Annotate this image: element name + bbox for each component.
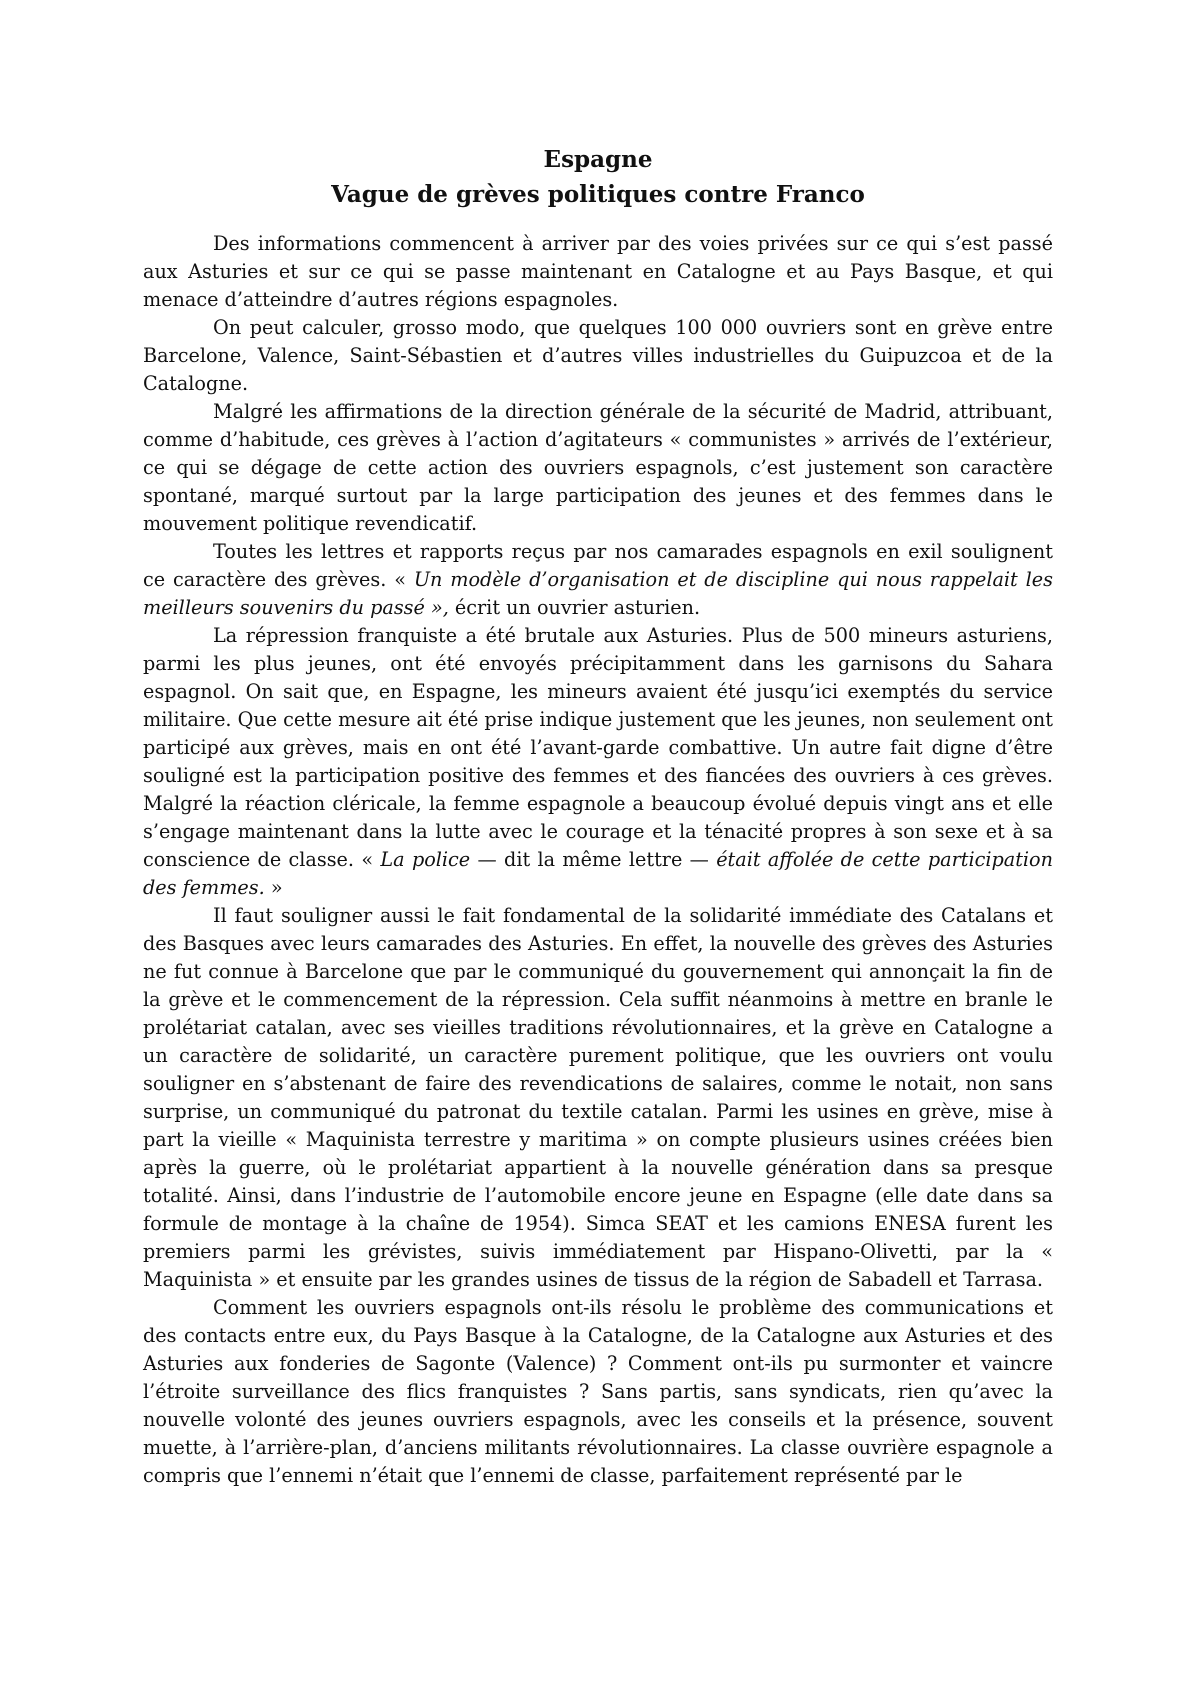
paragraph-4-text: Toutes les lettres et rapports reçus par nos camarades espagnols en exil soulignent ce caractère des grèves. « [143,540,1053,591]
paragraph-6: Il faut souligner aussi le fait fondamental de la solidarité immédiate des Catalans et des Basques avec leurs camarades des Asturies. En effet, la nouvelle des grèves des Asturies ne fut connue à Barcelone que par le communiqué du gouvernement qui annonçait la fin de la grève et le commencement de la répression. Cela suffit néanmoins à mettre en branle le prolétariat catalan, avec ses vieilles traditions révolutionnaires, et la grève en Catalogne a un caractère de solidarité, un caractère purement politique, que les ouvriers ont voulu souligner en s’abstenant de faire des revendications de salaires, comme le notait, non sans surprise, un communiqué du patronat du textile catalan. Parmi les usines en grève, mise à part la vieille « Maquinista terrestre y maritima » on compte plusieurs usines créées bien après la guerre, où le prolétariat appartient à la nouvelle génération dans sa presque totalité. Ainsi, dans l’industrie de l’automobile encore jeune en Espagne (elle date dans sa formule de montage à la chaîne de 1954). Simca SEAT et les camions ENESA furent les premiers parmi les grévistes, suivis immédiatement par Hispano-Olivetti, par la « Maquinista » et ensuite par les grandes usines de tissus de la région de Sabadell et Tarrasa. [143,904,1053,1291]
title-block [143,142,1053,212]
paragraph-4 [143,538,1053,622]
country-heading: Espagne [543,146,653,173]
document-page [143,142,1053,1490]
article-title: Vague de grèves politiques contre Franco [331,181,865,208]
paragraph-1: Des informations commencent à arriver par des voies privées sur ce qui s’est passé aux Asturies et sur ce qui se passe maintenant en Catalogne et au Pays Basque, et qui menace d’atteindre d’autres régions espagnoles. [143,232,1053,311]
paragraph-3: Malgré les affirmations de la direction générale de la sécurité de Madrid, attribuant, comme d’habitude, ces grèves à l’action d’agitateurs « communistes » arrivés de l’extérieur, ce qui se dégage de cette action des ouvriers espagnols, c’est justement son caractère spontané, marqué surtout par la large participation des jeunes et des femmes dans le mouvement politique revendicatif. [143,400,1053,535]
paragraph-5-text: La répression franquiste a été brutale aux Asturies. Plus de 500 mineurs asturiens, parmi les plus jeunes, ont été envoyés précipitamment dans les garnisons du Sahara espagnol. On sait que, en Espagne, les mineurs avaient été jusqu’ici exemptés du service militaire. Que cette mesure ait été prise indique justement que les jeunes, non seulement ont participé aux grèves, mais en ont été l’avant-garde combattive. Un autre fait digne d’être souligné est la participation positive des femmes et des fiancées des ouvriers à ces grèves. Malgré la réaction cléricale, la femme espagnole a beaucoup évolué depuis vingt ans et elle s’engage maintenant dans la lutte avec le courage et la ténacité propres à son sexe et à sa conscience de classe. « [143,624,1053,871]
paragraph-5-quote-1: La police [380,848,471,871]
paragraph-2: On peut calculer, grosso modo, que quelques 100 000 ouvriers sont en grève entre Barcelone, Valence, Saint-Sébastien et d’autres villes industrielles du Guipuzcoa et de la Catalogne. [143,316,1053,395]
paragraph-4-text-end: écrit un ouvrier asturien. [448,596,701,619]
article-body [143,230,1053,1490]
paragraph-4-quote: Un modèle d’organisation et de discipline qui nous rappelait les meilleurs souvenirs du passé », [143,568,1053,619]
paragraph-5-quote-2: était affolée de cette participation des femmes. [143,848,1053,899]
paragraph-5-text-end: » [264,876,283,899]
paragraph-5-aside: — dit la même lettre — [470,848,717,871]
paragraph-5 [143,622,1053,902]
paragraph-7: Comment les ouvriers espagnols ont-ils résolu le problème des communications et des contacts entre eux, du Pays Basque à la Catalogne, de la Catalogne aux Asturies et des Asturies aux fonderies de Sagonte (Valence) ? Comment ont-ils pu surmonter et vaincre l’étroite surveillance des flics franquistes ? Sans partis, sans syndicats, rien qu’avec la nouvelle volonté des jeunes ouvriers espagnols, avec les conseils et la présence, souvent muette, à l’arrière-plan, d’anciens militants révolutionnaires. La classe ouvrière espagnole a compris que l’ennemi n’était que l’ennemi de classe, parfaitement représenté par le [143,1296,1053,1487]
